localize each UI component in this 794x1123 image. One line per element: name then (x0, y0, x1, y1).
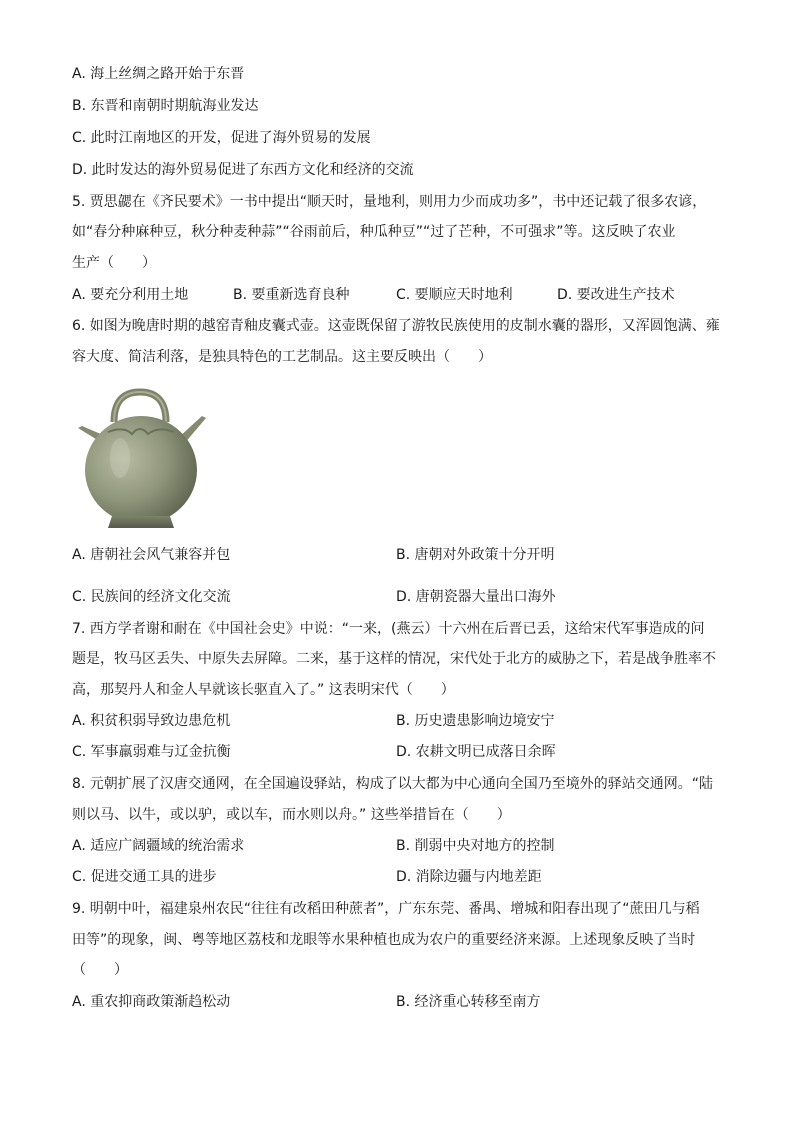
q9-stem-line1: 9. 明朝中叶，福建泉州农民“往往有改稻田种蔗者”，广东东莞、番禺、增城和阳春出现了“蔗田几与稻 (72, 901, 700, 917)
q6-option-c: C. 民族间的经济文化交流 (72, 589, 231, 605)
q9-stem-line2: 田等”的现象，闽、粤等地区荔枝和龙眼等水果种植也成为农户的重要经济来源。上述现象反映了当时 (72, 932, 696, 948)
q8-option-b: B. 削弱中央对地方的控制 (396, 838, 555, 854)
q8-stem-line1: 8. 元朝扩展了汉唐交通网，在全国遍设驿站，构成了以大都为中心通向全国乃至境外的驿站交通网。“陆 (72, 776, 714, 792)
q7-option-a: A. 积贫积弱导致边患危机 (72, 713, 231, 729)
q8-option-c: C. 促进交通工具的进步 (72, 869, 217, 885)
q4-option-d: D. 此时发达的海外贸易促进了东西方文化和经济的交流 (72, 162, 414, 178)
q5-option-b: B. 要重新选育良种 (233, 287, 350, 303)
q6-stem-line1: 6. 如图为晚唐时期的越窑青釉皮囊式壶。这壶既保留了游牧民族使用的皮制水囊的器形，又浑圆饱满、雍 (72, 318, 720, 334)
q8-option-a: A. 适应广阔疆域的统治需求 (72, 838, 245, 854)
q4-option-a: A. 海上丝绸之路开始于东晋 (72, 66, 245, 82)
q6-stem-line2: 容大度、简洁利落，是独具特色的工艺制品。这主要反映出（ ） (72, 349, 492, 365)
q7-stem-line1: 7. 西方学者谢和耐在《中国社会史》中说：“一来，(燕云）十六州在后晋已丢，这给宋代军事造成的问 (72, 621, 705, 637)
q7-stem-line3: 高，那契丹人和金人早就该长驱直入了。” 这表明宋代（ ） (72, 682, 455, 698)
celadon-leather-pouch-ewer-image (74, 386, 208, 532)
q9-stem-line3: （ ） (72, 962, 128, 978)
q9-option-b: B. 经济重心转移至南方 (396, 994, 541, 1010)
q7-stem-line2: 题是，牧马区丢失、中原失去屏障。二来，基于这样的情况，宋代处于北方的威胁之下，若是战争胜率不 (72, 651, 716, 667)
q5-stem-line3: 生产（ ） (72, 255, 156, 271)
q8-stem-line2: 则以马、以牛，或以驴，或以车，而水则以舟。” 这些举措旨在（ ） (72, 807, 511, 823)
q5-option-c: C. 要顺应天时地利 (396, 287, 513, 303)
q7-option-b: B. 历史遗患影响边境安宁 (396, 713, 555, 729)
q6-option-a: A. 唐朝社会风气兼容并包 (72, 547, 231, 563)
q7-option-c: C. 军事羸弱难与辽金抗衡 (72, 744, 231, 760)
q6-option-b: B. 唐朝对外政策十分开明 (396, 547, 555, 563)
q5-option-d: D. 要改进生产技术 (557, 287, 675, 303)
q5-stem-line2: 如“春分种麻种豆，秋分种麦种蒜”“谷雨前后，种瓜种豆”“过了芒种，不可强求”等。这反映了农业 (72, 224, 676, 240)
q6-option-d: D. 唐朝瓷器大量出口海外 (396, 589, 556, 605)
q8-option-d: D. 消除边疆与内地差距 (396, 869, 542, 885)
q5-stem-line1: 5. 贾思勰在《齐民要术》一书中提出“顺天时，量地利，则用力少而成功多”，书中还记载了很多农谚， (72, 194, 707, 210)
q7-option-d: D. 农耕文明已成落日余晖 (396, 744, 556, 760)
q4-option-b: B. 东晋和南朝时期航海业发达 (72, 98, 259, 114)
q5-option-a: A. 要充分利用土地 (72, 287, 189, 303)
q9-option-a: A. 重农抑商政策渐趋松动 (72, 994, 231, 1010)
q4-option-c: C. 此时江南地区的开发，促进了海外贸易的发展 (72, 130, 371, 146)
